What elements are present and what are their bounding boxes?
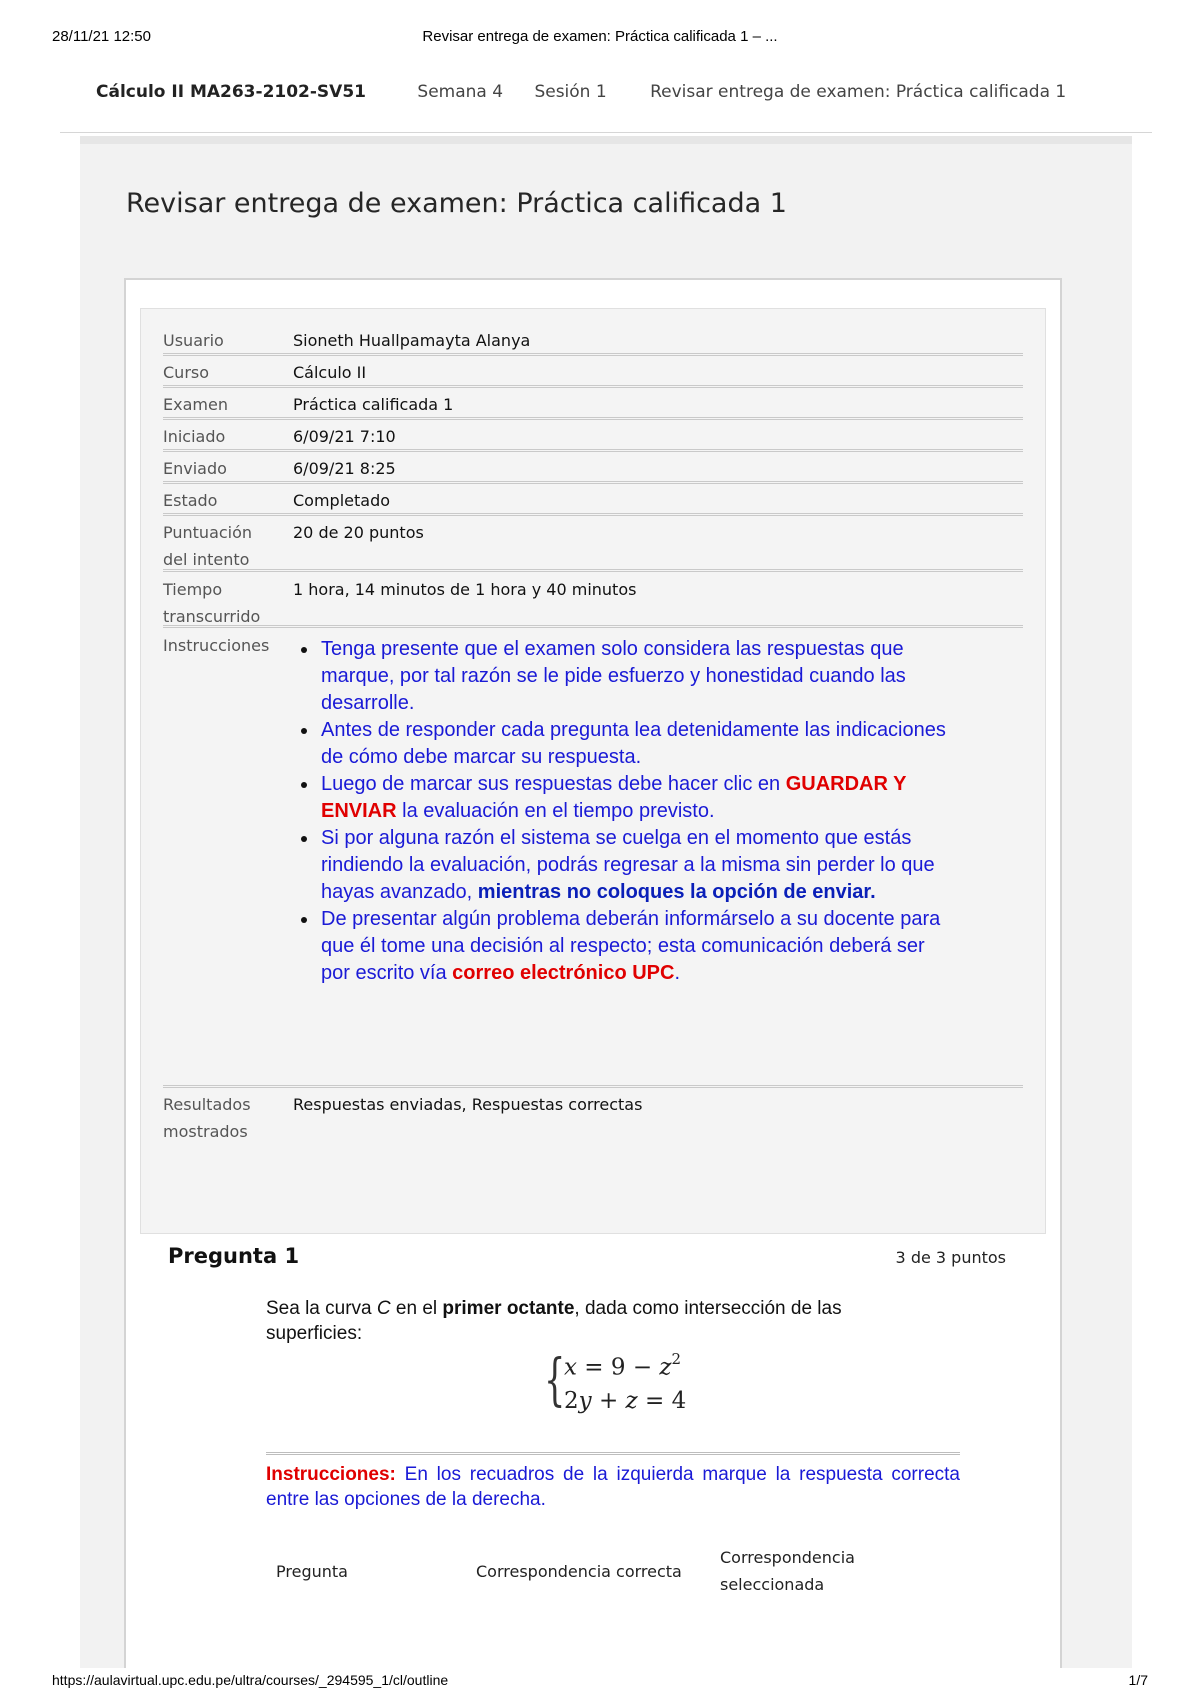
eq-term: x: [564, 1354, 577, 1381]
print-page-number: 1/7: [1128, 1672, 1148, 1688]
question-instructions-text: En los recuadros de la izquierda marque la respuesta correcta entre las opciones de la derecha.: [266, 1464, 960, 1510]
detail-divider: [163, 417, 1023, 420]
eq-term: 2: [564, 1388, 579, 1414]
breadcrumb-week[interactable]: Semana 4: [417, 82, 504, 102]
instruction-item: [293, 717, 953, 771]
question-title: Pregunta 1: [168, 1244, 300, 1268]
instruction-item: [293, 771, 953, 825]
question-points: 3 de 3 puntos: [895, 1248, 1006, 1267]
detail-value: 20 de 20 puntos: [293, 523, 424, 542]
eq-exponent: 2: [671, 1350, 682, 1368]
question-1: [126, 1230, 1060, 1698]
detail-divider: [163, 625, 1023, 628]
question-text-part: en el: [390, 1298, 443, 1319]
bullet-icon: [301, 782, 307, 788]
detail-row-instrucciones: [163, 632, 1023, 1052]
detail-label-line: mostrados: [163, 1122, 248, 1141]
review-box: [124, 278, 1062, 1698]
detail-label: Enviado: [163, 459, 227, 478]
detail-label-line: Resultados: [163, 1095, 251, 1114]
bullet-icon: [301, 917, 307, 923]
question-text: [266, 1296, 916, 1346]
bullet-icon: [301, 728, 307, 734]
detail-divider: [163, 385, 1023, 388]
question-bold-text: primer octante: [442, 1298, 575, 1319]
detail-value: 6/09/21 7:10: [293, 427, 396, 446]
detail-value: Completado: [293, 491, 391, 510]
instruction-emphasis: correo electrónico UPC: [452, 962, 675, 984]
bullet-icon: [301, 647, 307, 653]
main-panel: [80, 136, 1132, 1698]
column-header-correct: Correspondencia correcta: [476, 1562, 682, 1581]
question-divider: [266, 1452, 960, 1455]
breadcrumb-session[interactable]: Sesión 1: [534, 82, 607, 102]
attempt-details: [140, 308, 1046, 1234]
instruction-item: [293, 636, 953, 717]
instruction-text: Antes de responder cada pregunta lea detenidamente las indicaciones de cómo debe marcar su respuesta.: [321, 719, 946, 768]
instruction-item: [293, 906, 953, 987]
breadcrumb-current: Revisar entrega de examen: Práctica calificada 1: [650, 82, 1067, 102]
instruction-text: Luego de marcar sus respuestas debe hacer clic en: [321, 773, 786, 795]
detail-label: Curso: [163, 363, 210, 382]
equation-1: [564, 1352, 681, 1381]
print-url: https://aulavirtual.upc.edu.pe/ultra/courses/_294595_1/cl/outline: [52, 1672, 449, 1688]
question-instructions: [266, 1462, 960, 1512]
detail-label-line: del intento: [163, 550, 250, 569]
instruction-text: la evaluación en el tiempo previsto.: [396, 800, 715, 822]
detail-label: Instrucciones: [163, 636, 270, 655]
detail-divider: [163, 513, 1023, 516]
column-header-selected: [720, 1544, 855, 1598]
detail-value: Práctica calificada 1: [293, 395, 454, 414]
detail-label-line: transcurrido: [163, 607, 261, 626]
breadcrumb-course[interactable]: Cálculo II MA263-2102-SV51: [96, 82, 366, 102]
detail-value: Respuestas enviadas, Respuestas correctas: [293, 1095, 643, 1114]
instruction-emphasis: GUARDAR Y ENVIAR: [321, 773, 907, 822]
detail-label-line: Tiempo: [163, 580, 223, 599]
detail-label: [163, 519, 293, 573]
detail-label: [163, 576, 293, 630]
detail-divider: [163, 1085, 1023, 1088]
instruction-text: Si por alguna razón el sistema se cuelga en el momento que estás rindiendo la evaluación, podrás regresar a la misma sin perder lo que hayas avanzado,: [321, 827, 935, 903]
instruction-emphasis: mientras no coloques la opción de enviar.: [477, 881, 876, 903]
equation-system: [544, 1348, 704, 1438]
detail-divider: [163, 353, 1023, 356]
left-brace-icon: {: [544, 1348, 566, 1413]
print-title: Revisar entrega de examen: Práctica calificada 1 – ...: [422, 28, 778, 45]
breadcrumb: [96, 82, 1140, 110]
instruction-text: De presentar algún problema deberán informárselo a su docente para que él tome una decisión al respecto; esta comunicación deberá ser por escrito vía: [321, 908, 941, 984]
instruction-text: .: [674, 962, 681, 984]
detail-label: Usuario: [163, 331, 224, 350]
print-footer: [52, 1668, 1148, 1698]
top-divider: [60, 132, 1152, 133]
detail-divider: [163, 569, 1023, 572]
print-header: [52, 28, 1148, 48]
column-header-line: Correspondencia: [720, 1548, 855, 1567]
eq-term: y: [578, 1388, 592, 1414]
eq-term: = 9 −: [576, 1354, 660, 1381]
question-variable: C: [376, 1298, 391, 1319]
panel-top-band: [80, 136, 1132, 144]
detail-label: Estado: [163, 491, 218, 510]
print-datetime: 28/11/21 12:50: [52, 28, 151, 45]
column-header-pregunta: Pregunta: [276, 1562, 348, 1581]
eq-term: z: [625, 1388, 638, 1414]
bullet-icon: [301, 836, 307, 842]
instructions-list: [293, 636, 953, 987]
instruction-text: Tenga presente que el examen solo considera las respuestas que marque, por tal razón se le pide esfuerzo y honestidad cuando las desarrolle.: [321, 638, 906, 714]
detail-value: 1 hora, 14 minutos de 1 hora y 40 minutos: [293, 580, 637, 599]
eq-term: z: [659, 1354, 672, 1381]
detail-value: Sioneth Huallpamayta Alanya: [293, 331, 531, 350]
detail-divider: [163, 449, 1023, 452]
question-text-part: , dada como intersección de las superficies:: [266, 1298, 842, 1344]
detail-label: [163, 1091, 293, 1145]
eq-term: = 4: [637, 1388, 687, 1414]
detail-value: Cálculo II: [293, 363, 367, 382]
eq-term: +: [591, 1388, 626, 1414]
detail-value: 6/09/21 8:25: [293, 459, 396, 478]
detail-label-line: Puntuación: [163, 523, 253, 542]
page-title: Revisar entrega de examen: Práctica calificada 1: [126, 188, 787, 219]
detail-divider: [163, 481, 1023, 484]
detail-label: Examen: [163, 395, 228, 414]
question-text-part: Sea la curva: [266, 1298, 377, 1319]
detail-label: Iniciado: [163, 427, 226, 446]
column-header-line: seleccionada: [720, 1575, 825, 1594]
question-instructions-label: Instrucciones:: [266, 1464, 396, 1485]
instruction-item: [293, 825, 953, 906]
equation-2: [564, 1388, 686, 1414]
